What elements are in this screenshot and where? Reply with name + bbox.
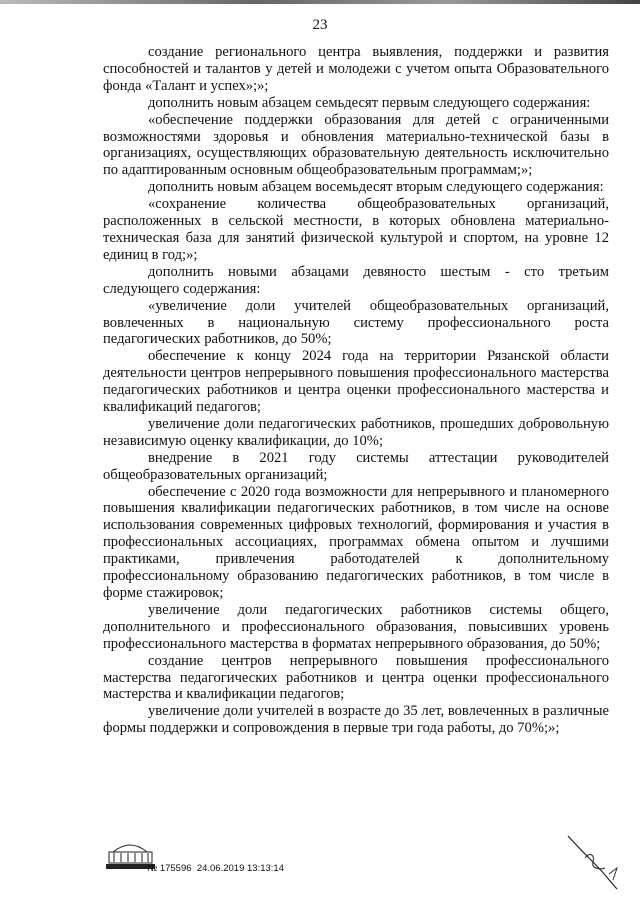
paragraph: «увеличение доли учителей общеобразовательных организаций, вовлеченных в национальную систему профессионального роста педагогических работников, до 50%; [103,297,609,348]
page-number: 23 [312,17,328,33]
paragraph: внедрение в 2021 году системы аттестации руководителей общеобразовательных организаций; [103,449,609,483]
paragraph: «обеспечение поддержки образования для детей с ограниченными возможностями здоровья и обновления материально-технической базы в организациях, осуществляющих образовательную деятельность исключительно по адаптированным основным общеобразовательным программам;»; [103,111,609,179]
paragraph: обеспечение с 2020 года возможности для непрерывного и планомерного повышения квалификации педагогических работников, в том числе на основе использования современных цифровых технологий, формирования и участия в профессиональных ассоциациях, программах обмена опытом и лучшими практиками, привлечения работодателей к дополнительному профессиональному образованию педагогических работников, в том числе в форме стажировок; [103,483,609,601]
paragraph: дополнить новым абзацем восемьдесят вторым следующего содержания: [148,179,604,196]
registration-stamp-text [147,863,284,874]
document-number: № 175596 [147,863,192,874]
paragraph: «сохранение количества общеобразовательных организаций, расположенных в сельской местности, в которых обновлена материально-техническая база для занятий физической культурой и спортом, на уровне 12 единиц в год;»; [103,196,609,263]
paragraph: дополнить новыми абзацами девяносто шестым - сто третьим следующего содержания: [103,263,609,297]
registration-datetime: 24.06.2019 13:13:14 [196,863,284,874]
paragraph: увеличение доли учителей в возрасте до 35 лет, вовлеченных в различные формы поддержки и сопровождения в первые три года работы, до 70%;»; [103,703,609,737]
document-body [103,44,609,737]
paragraph: создание центров непрерывного повышения профессионального мастерства педагогических работников и центра оценки профессионального мастерства и квалификации педагогов; [103,652,609,703]
page-top-edge [0,0,640,4]
paragraph: увеличение доли педагогических работников, прошедших добровольную независимую оценку квалификации, до 10%; [103,415,609,449]
registration-footer [103,838,403,884]
paragraph: увеличение доли педагогических работников системы общего, дополнительного и профессионального образования, повысивших уровень профессионального мастерства в форматах непрерывного образования, до 50%; [103,601,609,652]
paragraph: дополнить новым абзацем семьдесят первым следующего содержания: [148,94,591,111]
paragraph: создание регионального центра выявления, поддержки и развития способностей и талантов у детей и молодежи с учетом опыта Образовательного фонда «Талант и успех»;»; [103,44,609,94]
paragraph: обеспечение к концу 2024 года на территории Рязанской области деятельности центров непрерывного повышения профессионального мастерства педагогических работников и центра оценки профессионального мастерства и квалификаций педагогов; [103,348,609,416]
signature-mark-icon [565,828,625,892]
